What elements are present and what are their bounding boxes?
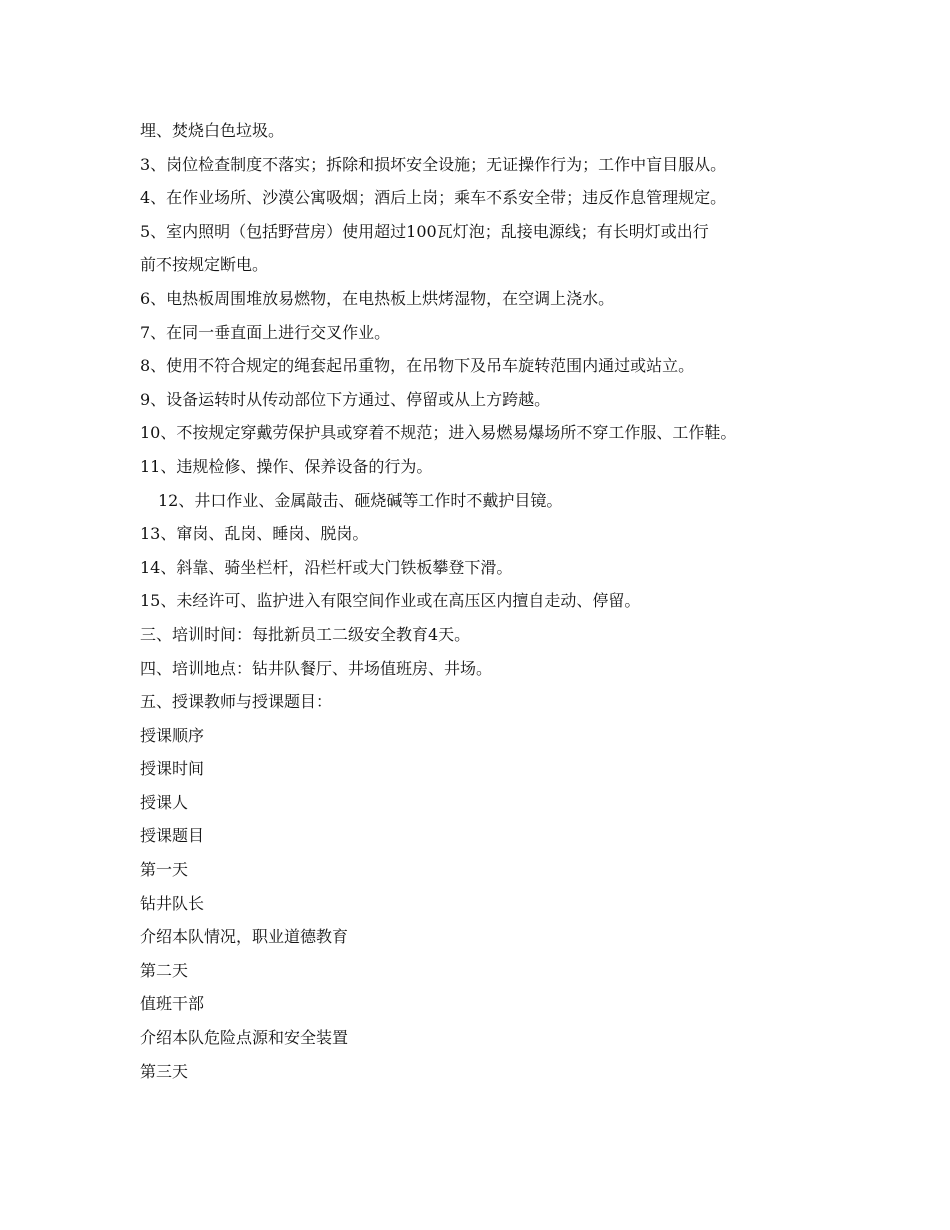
text-line: 14、斜靠、骑坐栏杆，沿栏杆或大门铁板攀登下滑。 [140,557,513,577]
text-line: 9、设备运转时从传动部位下方通过、停留或从上方跨越。 [140,389,551,409]
text-line: 12、井口作业、金属敲击、砸烧碱等工作时不戴护目镜。 [158,490,563,510]
document-body [140,114,830,1088]
text-line: 钻井队长 [140,893,205,913]
text-line: 五、授课教师与授课题目： [140,692,333,712]
text-line: 第一天 [140,860,189,880]
text-line: 第二天 [140,960,189,980]
text-line: 介绍本队情况，职业道德教育 [140,927,349,947]
text-line: 8、使用不符合规定的绳套起吊重物，在吊物下及吊车旋转范围内通过或站立。 [140,356,695,376]
text-line: 13、窜岗、乱岗、睡岗、脱岗。 [140,524,369,544]
text-line: 授课时间 [140,759,205,779]
text-line: 第三天 [140,1061,189,1081]
text-line: 11、违规检修、操作、保养设备的行为。 [140,456,433,476]
text-line: 三、培训时间：每批新员工二级安全教育4天。 [140,624,471,644]
text-line: 6、电热板周围堆放易燃物，在电热板上烘烤湿物，在空调上浇水。 [140,288,615,308]
text-line: 4、在作业场所、沙漠公寓吸烟；酒后上岗；乘车不系安全带；违反作息管理规定。 [140,188,727,208]
text-line: 3、岗位检查制度不落实；拆除和损坏安全设施；无证操作行为；工作中盲目服从。 [140,154,727,174]
text-line: 5、室内照明（包括野营房）使用超过100瓦灯泡；乱接电源线；有长明灯或出行 [140,221,709,241]
text-line: 介绍本队危险点源和安全装置 [140,1028,349,1048]
text-line: 7、在同一垂直面上进行交叉作业。 [140,322,391,342]
text-line: 授课题目 [140,826,205,846]
text-line: 10、不按规定穿戴劳保护具或穿着不规范；进入易燃易爆场所不穿工作服、工作鞋。 [140,423,737,443]
text-line: 埋、焚烧白色垃圾。 [140,121,285,140]
text-line: 15、未经许可、监护进入有限空间作业或在高压区内擅自走动、停留。 [140,591,641,611]
text-line: 值班干部 [140,994,205,1014]
text-line: 前不按规定断电。 [140,255,269,275]
text-line: 授课顺序 [140,725,205,745]
text-line: 授课人 [140,792,189,812]
text-line: 四、培训地点：钻井队餐厅、井场值班房、井场。 [140,658,493,678]
